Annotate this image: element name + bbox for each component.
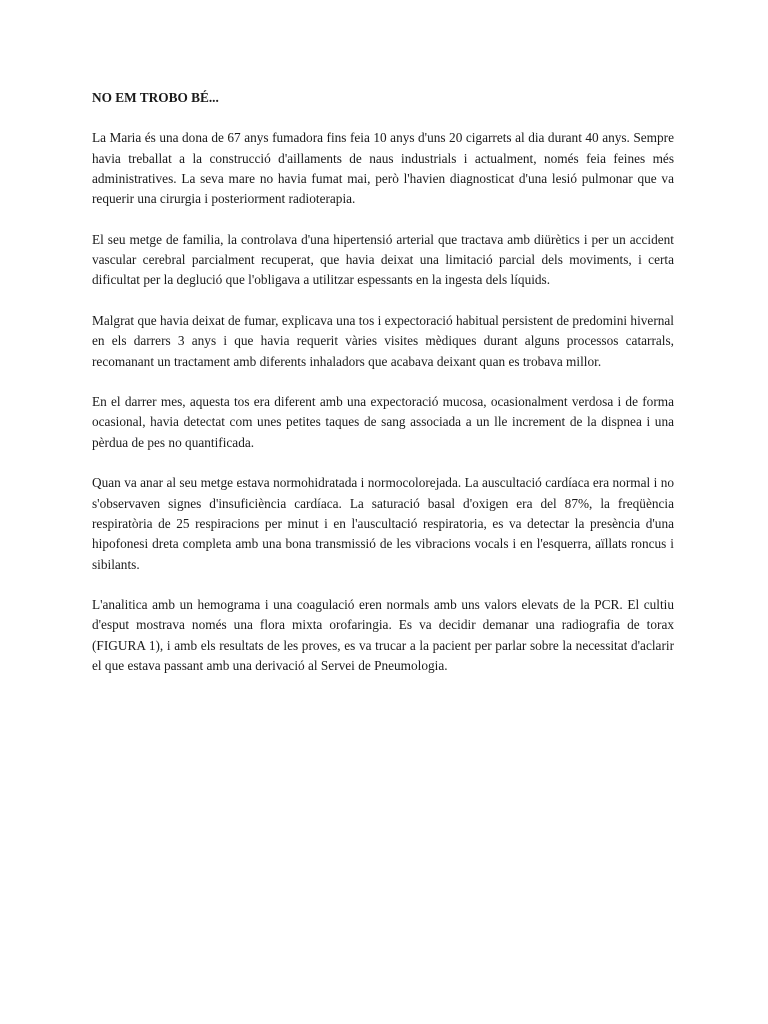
- paragraph-last-month: En el darrer mes, aquesta tos era diferent amb una expectoració mucosa, ocasionalment verdosa i de forma ocasional, havia detectat com unes petites taques de sang associada a un lle increment de la dispnea i una pèrdua de pes no quantificada.: [92, 394, 674, 450]
- document-page: [92, 88, 674, 697]
- paragraph-examination: Quan va anar al seu metge estava normohidratada i normocolorejada. La auscultació cardíaca era normal i no s'observaven signes d'insuficiència cardíaca. La saturació basal d'oxigen era del 87%, la freqüència respiratòria de 25 respiracions per minut i en l'auscultació respiratoria, es va detectar la presència d'una hipofonesi dreta completa amb una bona transmissió de les vibracions vocals i en l'esquerra, aïllats roncus i sibilants.: [92, 475, 674, 572]
- document-title: NO EM TROBO BÉ...: [92, 90, 219, 105]
- paragraph-patient-history: La Maria és una dona de 67 anys fumadora fins feia 10 anys d'uns 20 cigarrets al dia durant 40 anys. Sempre havia treballat a la construcció d'aillaments de naus industrials i actualment, només feia feines més administratives. La seva mare no havia fumat mai, però l'havien diagnosticat d'una lesió pulmonar que va requerir una cirurgia i posteriorment radioterapia.: [92, 130, 674, 207]
- paragraph-analysis: L'analitica amb un hemograma i una coagulació eren normals amb uns valors elevats de la PCR. El cultiu d'esput mostrava només una flora mixta orofaringia. Es va decidir demanar una radiografia de torax (FIGURA 1), i amb els resultats de les proves, es va trucar a la pacient per parlar sobre la necessitat d'aclarir el que estava passant amb una derivació al Servei de Pneumologia.: [92, 597, 674, 674]
- paragraph-cough-history: Malgrat que havia deixat de fumar, explicava una tos i expectoració habitual persistent de predomini hivernal en els darrers 3 anys i que havia requerit vàries visites mèdiques durant alguns processos catarrals, recomanant un tractament amb diferents inhaladors que acabava deixant quan es trobava millor.: [92, 312, 674, 369]
- paragraph-family-doctor: El seu metge de familia, la controlava d'una hipertensió arterial que tractava amb diürètics i per un accident vascular cerebral parcialment recuperat, que havia deixat una limitació parcial dels moviments, i certa dificultat per la deglució que l'obligava a utilitzar espessants en la ingesta dels líquids.: [92, 231, 674, 288]
